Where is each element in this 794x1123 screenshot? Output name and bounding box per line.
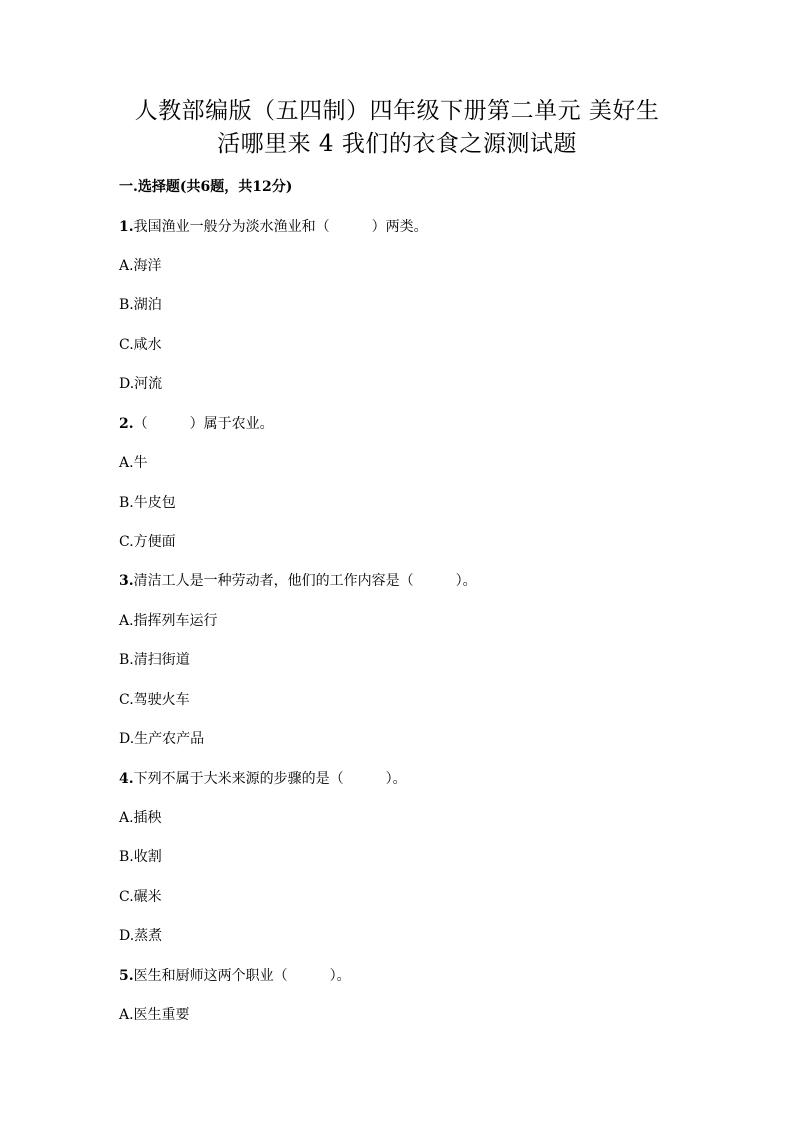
question-3-option-c: C.驾驶火车 bbox=[119, 692, 190, 708]
question-3 bbox=[119, 571, 477, 591]
question-3-option-d: D.生产农产品 bbox=[119, 731, 205, 747]
question-3-option-b: B.清扫街道 bbox=[119, 652, 190, 668]
document-title-line-2: 活哪里来 4 我们的衣食之源测试题 bbox=[217, 131, 577, 157]
question-4-option-c: C.碾米 bbox=[119, 889, 162, 905]
question-4-option-a: A.插秧 bbox=[119, 810, 162, 826]
question-2-number: 2. bbox=[119, 416, 134, 432]
question-4 bbox=[119, 769, 407, 789]
question-1-number: 1. bbox=[119, 219, 134, 235]
question-1-stem: 我国渔业一般分为淡水渔业和（ ）两类。 bbox=[133, 219, 428, 235]
document-title-line-1: 人教部编版（五四制）四年级下册第二单元 美好生 bbox=[134, 98, 660, 124]
question-2-option-a: A.牛 bbox=[119, 455, 148, 471]
question-4-stem: 下列不属于大米来源的步骤的是（ ）。 bbox=[133, 771, 407, 787]
question-4-option-b: B.收割 bbox=[119, 849, 162, 865]
question-4-number: 4. bbox=[119, 771, 134, 787]
question-3-number: 3. bbox=[119, 573, 134, 589]
question-2-stem: （ ）属于农业。 bbox=[133, 416, 274, 432]
question-1-option-c: C.咸水 bbox=[119, 337, 162, 353]
question-3-option-a: A.指挥列车运行 bbox=[119, 613, 218, 629]
question-2-option-b: B.牛皮包 bbox=[119, 495, 176, 511]
section-heading: 一.选择题(共6题，共12分) bbox=[119, 179, 293, 195]
question-1-option-a: A.海洋 bbox=[119, 258, 162, 274]
question-3-stem: 清洁工人是一种劳动者，他们的工作内容是（ ）。 bbox=[133, 573, 477, 589]
question-4-option-d: D.蒸煮 bbox=[119, 928, 163, 944]
question-2 bbox=[119, 414, 274, 434]
question-1-option-d: D.河流 bbox=[119, 376, 163, 392]
question-1 bbox=[119, 217, 428, 237]
question-5 bbox=[119, 966, 351, 986]
question-1-option-b: B.湖泊 bbox=[119, 297, 162, 313]
question-2-option-c: C.方便面 bbox=[119, 534, 176, 550]
question-5-option-a: A.医生重要 bbox=[119, 1007, 190, 1023]
question-5-stem: 医生和厨师这两个职业（ ）。 bbox=[133, 968, 351, 984]
question-5-number: 5. bbox=[119, 968, 134, 984]
